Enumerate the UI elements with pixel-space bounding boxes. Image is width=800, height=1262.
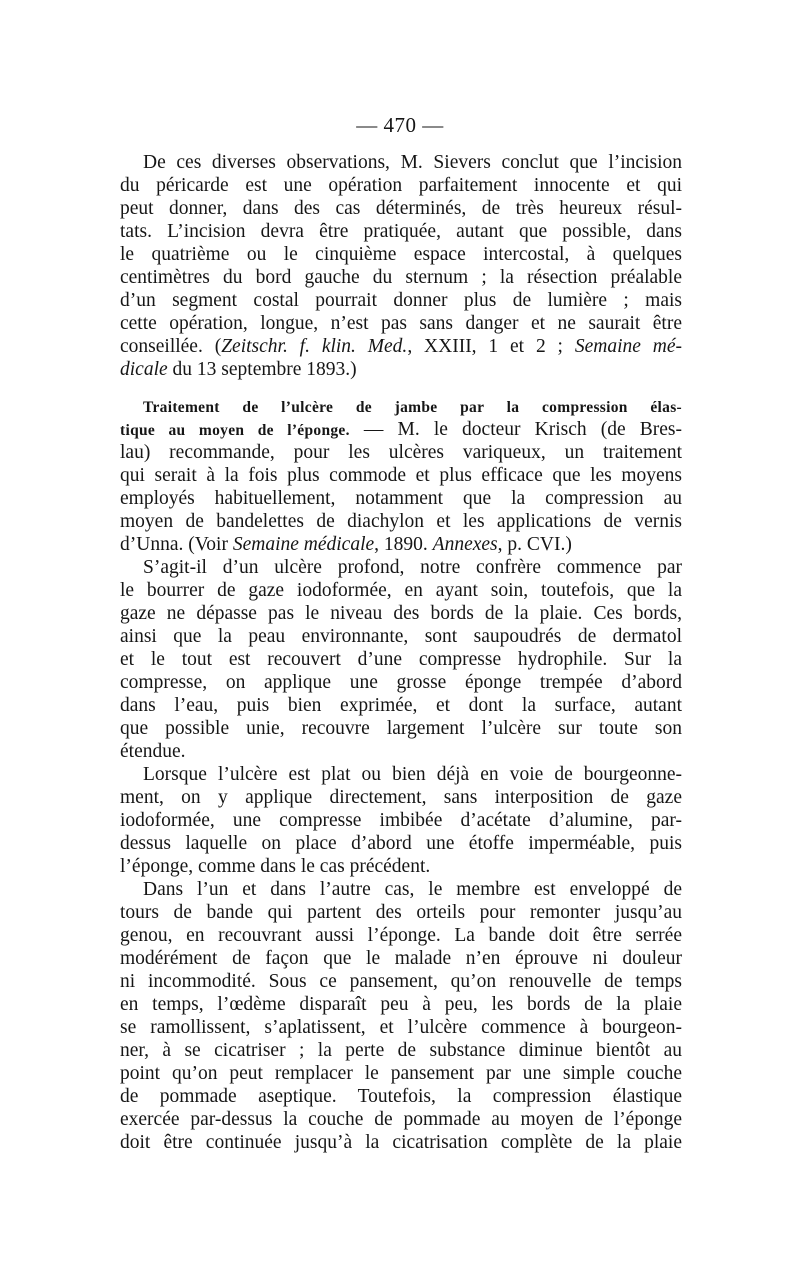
text-line: S’agit-il d’un ulcère profond, notre confrère commence par — [143, 557, 682, 578]
text-line: point qu’on peut remplacer le pansement par une simple couche — [120, 1063, 682, 1084]
text-run: , XXIII, 1 et 2 ; — [407, 336, 575, 357]
text-line: ner, à se cicatriser ; la perte de substance diminue bientôt au — [120, 1040, 682, 1061]
text-line: tats. L’incision devra être pratiquée, autant que possible, dans — [120, 221, 682, 242]
text-line: De ces diverses observations, M. Sievers conclut que l’incision — [143, 152, 682, 173]
section-heading-line — [143, 395, 682, 419]
text-line — [120, 418, 682, 442]
text-run: conseillée. ( — [120, 336, 222, 357]
section-heading: Traitement de l’ulcère de jambe par la compression élas- — [143, 399, 682, 416]
text-line — [120, 335, 682, 359]
text-line: exercée par-dessus la couche de pommade au moyen de l’éponge — [120, 1109, 682, 1130]
text-line: modérément de façon que le malade n’en éprouve ni douleur — [120, 948, 682, 969]
text-line: compresse, on applique une grosse éponge trempée d’abord — [120, 672, 682, 693]
text-run: , 1890. — [374, 534, 433, 555]
journal-citation: Annexes — [432, 534, 498, 555]
text-line: le bourrer de gaze iodoformée, en ayant soin, toutefois, que la — [120, 580, 682, 601]
page-number: — 470 — — [356, 113, 444, 137]
journal-citation: Zeitschr. f. klin. Med. — [221, 336, 408, 357]
text-line: que possible unie, recouvre largement l’ulcère sur toute son — [120, 718, 682, 739]
text-line: étendue. — [120, 741, 186, 762]
text-line: tours de bande qui partent des orteils pour remonter jusqu’au — [120, 902, 682, 923]
text-line: gaze ne dépasse pas le niveau des bords de la plaie. Ces bords, — [120, 603, 682, 624]
text-run: du 13 septembre 1893.) — [167, 359, 357, 380]
text-line: dans l’eau, puis bien exprimée, et dont la surface, autant — [120, 695, 682, 716]
text-line: Dans l’un et dans l’autre cas, le membre est enveloppé de — [143, 879, 682, 900]
section-heading: tique au moyen de l’éponge. — [120, 422, 350, 439]
text-line: ni incommodité. Sous ce pansement, qu’on renouvelle de temps — [120, 971, 682, 992]
text-line: moyen de bandelettes de diachylon et les applications de vernis — [120, 511, 682, 532]
text-line: ainsi que la peau environnante, sont saupoudrés de dermatol — [120, 626, 682, 647]
text-line — [120, 358, 682, 382]
text-run: d’Unna. (Voir — [120, 534, 233, 555]
text-line: genou, en recouvrant aussi l’éponge. La bande doit être serrée — [120, 925, 682, 946]
text-line: centimètres du bord gauche du sternum ; la résection préalable — [120, 267, 682, 288]
journal-citation: Semaine mé- — [574, 336, 682, 357]
text-run: , p. CVI.) — [497, 534, 572, 555]
text-line: dessus laquelle on place d’abord une étoffe imperméable, puis — [120, 833, 682, 854]
text-line: qui serait à la fois plus commode et plus efficace que les moyens — [120, 465, 682, 486]
text-line: peut donner, dans des cas déterminés, de très heureux résul- — [120, 198, 682, 219]
text-line: iodoformée, une compresse imbibée d’acétate d’alumine, par- — [120, 810, 682, 831]
text-line — [120, 533, 682, 557]
text-line: ment, on y applique directement, sans interposition de gaze — [120, 787, 682, 808]
text-line: employés habituellement, notamment que la compression au — [120, 488, 682, 509]
text-line: l’éponge, comme dans le cas précédent. — [120, 856, 431, 877]
text-run: — M. le docteur Krisch (de Bres- — [349, 419, 682, 440]
text-line: doit être continuée jusqu’à la cicatrisation complète de la plaie — [120, 1132, 682, 1153]
text-line: se ramollissent, s’aplatissent, et l’ulcère commence à bourgeon- — [120, 1017, 682, 1038]
text-line: Lorsque l’ulcère est plat ou bien déjà en voie de bourgeonne- — [143, 764, 682, 785]
text-line: du péricarde est une opération parfaitement innocente et qui — [120, 175, 682, 196]
journal-citation: Semaine médicale — [232, 534, 375, 555]
text-line: et le tout est recouvert d’une compresse hydrophile. Sur la — [120, 649, 682, 670]
text-line: le quatrième ou le cinquième espace intercostal, à quelques — [120, 244, 682, 265]
text-line: en temps, l’œdème disparaît peu à peu, les bords de la plaie — [120, 994, 682, 1015]
text-line: cette opération, longue, n’est pas sans danger et ne saurait être — [120, 313, 682, 334]
journal-citation: dicale — [120, 359, 168, 380]
text-line: d’un segment costal pourrait donner plus de lumière ; mais — [120, 290, 682, 311]
text-line: de pommade aseptique. Toutefois, la compression élastique — [120, 1086, 682, 1107]
text-line: lau) recommande, pour les ulcères variqueux, un traitement — [120, 442, 682, 463]
